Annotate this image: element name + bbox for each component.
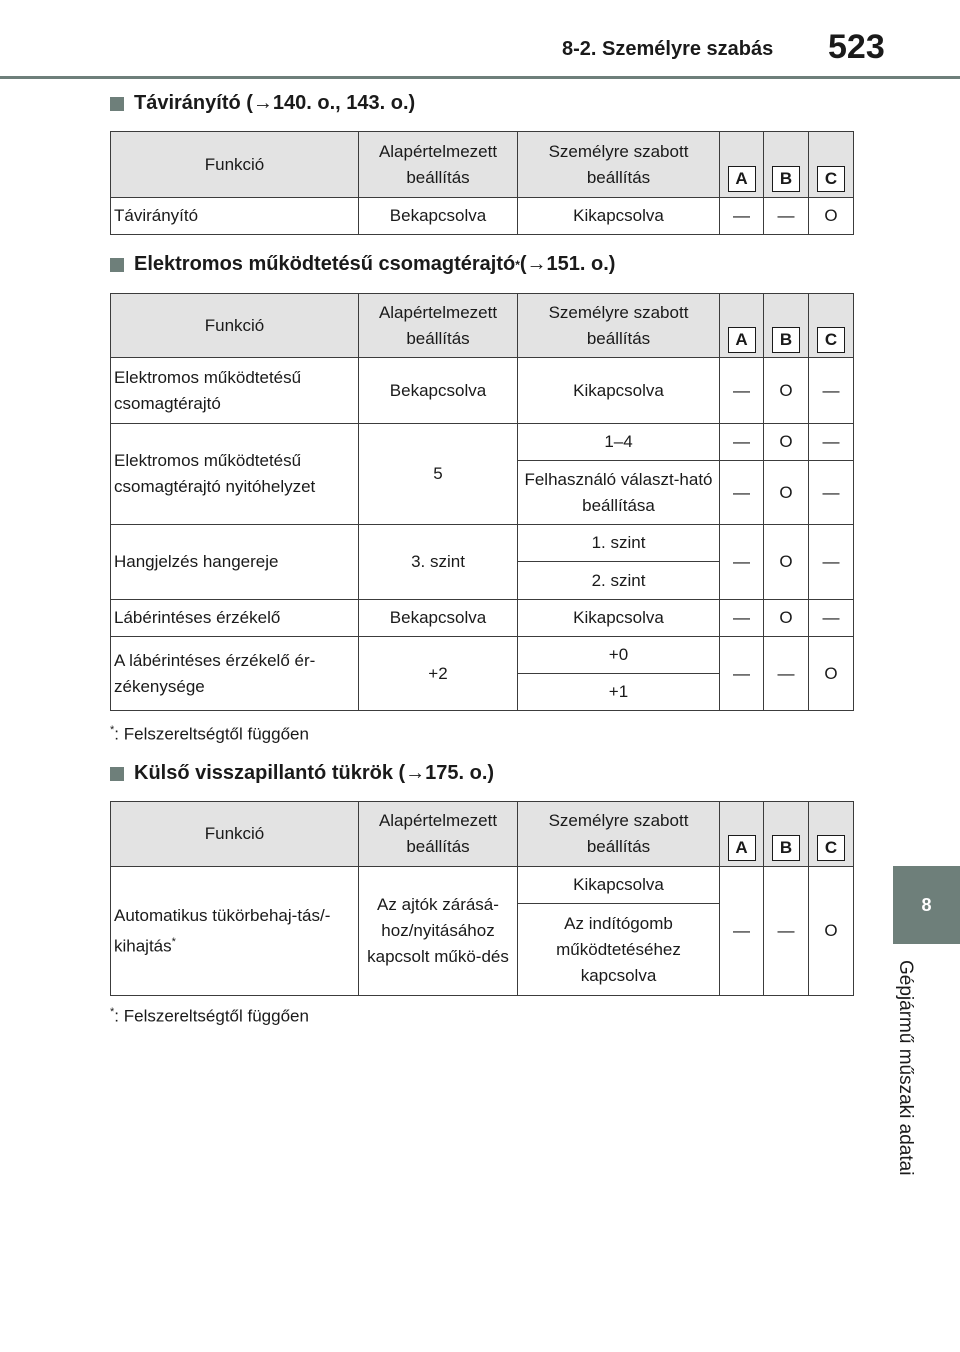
table-row: 2. szint (111, 562, 854, 600)
chapter-label-text: Gépjármű műszaki adatai (895, 960, 916, 1176)
table-row: Hangjelzés hangereje 3. szint 1. szint — O — (111, 525, 854, 562)
table-row: Távirányító Bekapcsolva Kikapcsolva — — O (111, 198, 854, 235)
tailgate-table: Funkció Alapértelmezett beállítás Személyre szabott beállítás A B C Elektromos működtetésű csomagtérajtó Bekapcsolva Kikapcsolva — O — Elektromos működtetésű csomagtérajtó nyitóhelyzet 5 1–4 — O — Felhasználó választ-ható beállítása — O — Hangjelzés hangereje 3. szint 1. szint — O — 2. szint Lábérintéses érzékelő Bekapcsolva Kikapcsolva — O — A lábérintéses érzékelő ér-zékenysége +2 +0 — — O +1 (110, 293, 854, 711)
col-szemelyre: Személyre szabott beállítás (518, 132, 720, 198)
page-number: 523 (828, 28, 885, 66)
section-title-remote (110, 92, 415, 115)
table-row: Lábérintéses érzékelő Bekapcsolva Kikapcsolva — O — (111, 600, 854, 637)
badge-b: B (772, 835, 800, 861)
badge-c: C (817, 835, 845, 861)
section-header: 8-2. Személyre szabás (562, 38, 774, 60)
table-row: Az indítógomb működtetéséhez kapcsolva (111, 904, 854, 996)
table-row: +1 (111, 674, 854, 711)
footnote-tailgate: *: Felszereltségtől függően (110, 724, 309, 744)
section-title-text: Elektromos működtetésű csomagtérajtó (134, 253, 516, 275)
badge-b: B (772, 327, 800, 353)
section-title-text: Külső visszapillantó tükrök (→175. o.) (134, 762, 495, 784)
section-title-mirrors (110, 762, 494, 785)
badge-b: B (772, 166, 800, 192)
table-row: A lábérintéses érzékelő ér-zékenysége +2 +0 — — O (111, 637, 854, 674)
badge-a: A (728, 835, 756, 861)
col-b (764, 132, 809, 198)
col-funkcio: Funkció (111, 132, 359, 198)
table-row: Elektromos működtetésű csomagtérajtó Bekapcsolva Kikapcsolva — O — (111, 358, 854, 424)
section-title-text: Távirányító (→140. o., 143. o.) (134, 92, 416, 114)
badge-a: A (728, 327, 756, 353)
bullet-square-icon (110, 767, 124, 781)
badge-a: A (728, 166, 756, 192)
mirrors-table: Funkció Alapértelmezett beállítás Személyre szabott beállítás A B C Automatikus tükörbehaj-tás/-kihajtás* Az ajtók zárásá-hoz/nyitásához kapcsolt műkö-dés Kikapcsolva — — O Az indítógomb működtetéséhez kapcsolva (110, 801, 854, 996)
header-rule (0, 76, 960, 79)
col-alap: Alapértelmezett beállítás (359, 132, 518, 198)
chapter-tab: 8 (893, 866, 960, 944)
bullet-square-icon (110, 258, 124, 272)
remote-table (110, 131, 854, 235)
badge-c: C (817, 166, 845, 192)
chapter-label (895, 960, 942, 1200)
col-a (720, 132, 764, 198)
table-row: Automatikus tükörbehaj-tás/-kihajtás* Az ajtók zárásá-hoz/nyitásához kapcsolt műkö-dés Kikapcsolva — — O (111, 867, 854, 904)
table-row: Elektromos működtetésű csomagtérajtó nyitóhelyzet 5 1–4 — O — (111, 424, 854, 461)
col-c (809, 132, 854, 198)
section-title-tailgate: Elektromos működtetésű csomagtérajtó * (→151. o.) (110, 253, 615, 276)
footnote-mirrors: *: Felszereltségtől függően (110, 1006, 309, 1026)
badge-c: C (817, 327, 845, 353)
bullet-square-icon (110, 97, 124, 111)
table-row: Felhasználó választ-ható beállítása — O — (111, 461, 854, 525)
